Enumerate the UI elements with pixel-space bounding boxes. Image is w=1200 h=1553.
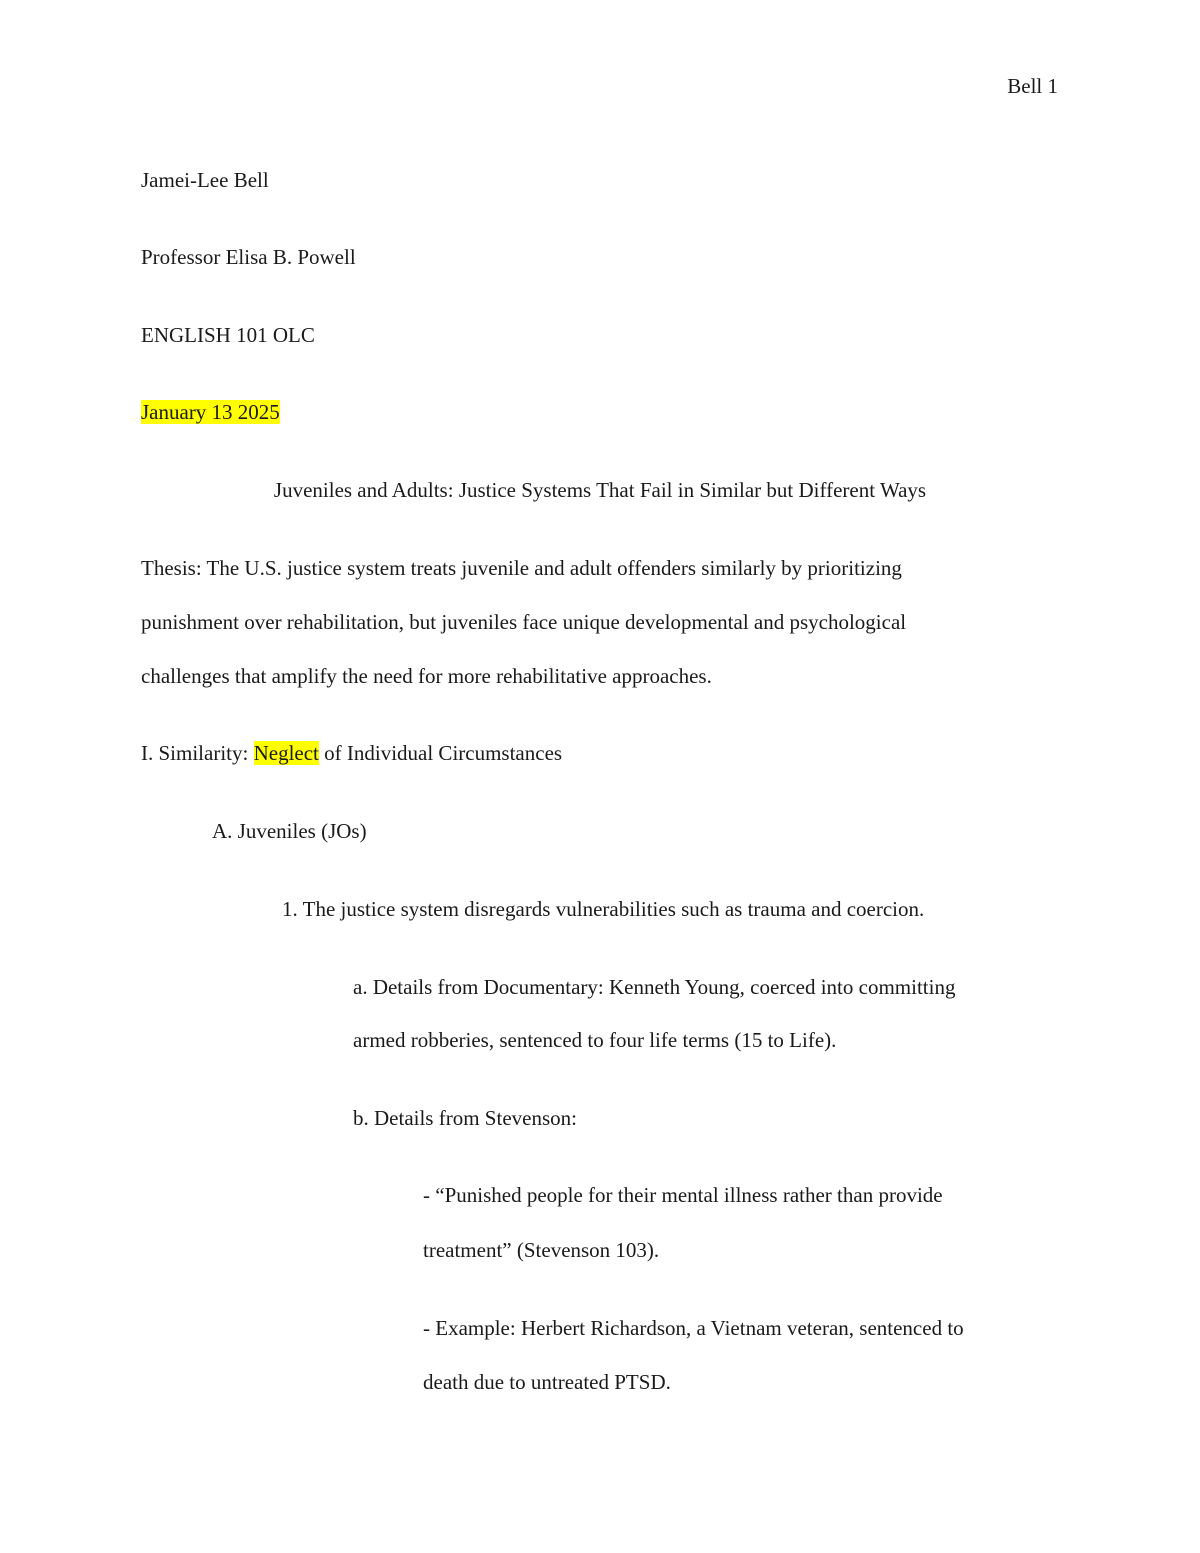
quote-1-line-1: - “Punished people for their mental illness rather than provide	[423, 1183, 943, 1207]
thesis-line-3: challenges that amplify the need for more rehabilitative approaches.	[141, 664, 712, 688]
example-1-line-1: - Example: Herbert Richardson, a Vietnam veteran, sentenced to	[423, 1316, 964, 1340]
section-1-highlight: Neglect	[253, 741, 319, 765]
date-line	[141, 402, 280, 423]
course-name: ENGLISH 101 OLC	[141, 323, 315, 347]
outline-sub-a: A. Juveniles (JOs)	[212, 819, 367, 843]
date-highlight: January 13 2025	[141, 400, 280, 424]
thesis-line-2: punishment over rehabilitation, but juveniles face unique developmental and psychological	[141, 610, 907, 634]
author-name: Jamei-Lee Bell	[141, 168, 269, 192]
section-1-prefix: I. Similarity:	[141, 741, 254, 765]
quote-1-line-2: treatment” (Stevenson 103).	[423, 1238, 660, 1262]
detail-a-line-1: a. Details from Documentary: Kenneth Young, coerced into committing	[353, 975, 956, 999]
outline-section-1	[141, 743, 562, 764]
example-1-line-2: death due to untreated PTSD.	[423, 1370, 671, 1394]
paper-title: Juveniles and Adults: Justice Systems That Fail in Similar but Different Ways	[273, 478, 927, 502]
professor-name: Professor Elisa B. Powell	[141, 245, 356, 269]
thesis-line-1: Thesis: The U.S. justice system treats juvenile and adult offenders similarly by prioritizing	[141, 556, 902, 580]
detail-b: b. Details from Stevenson:	[353, 1106, 577, 1130]
section-1-suffix: of Individual Circumstances	[318, 741, 563, 765]
outline-point-1: 1. The justice system disregards vulnerabilities such as trauma and coercion.	[282, 897, 925, 921]
running-head: Bell 1	[1007, 74, 1058, 98]
detail-a-line-2: armed robberies, sentenced to four life terms (15 to Life).	[353, 1028, 837, 1052]
